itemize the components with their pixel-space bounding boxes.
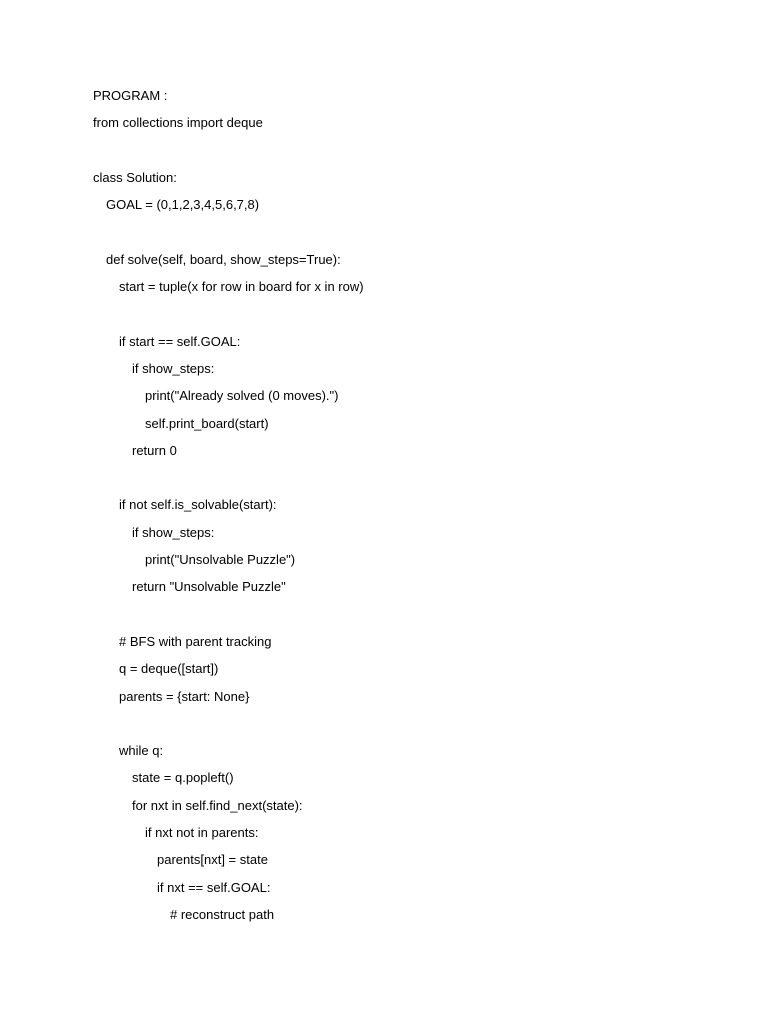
code-line: if nxt == self.GOAL: <box>157 879 271 895</box>
code-line: def solve(self, board, show_steps=True): <box>106 251 341 267</box>
code-line: if show_steps: <box>132 524 215 540</box>
blank-line <box>93 714 733 741</box>
code-line: if nxt not in parents: <box>145 825 259 841</box>
code-line: return "Unsolvable Puzzle" <box>132 579 286 595</box>
blank-line <box>93 468 733 495</box>
code-line: parents[nxt] = state <box>157 852 268 868</box>
code-line: # BFS with parent tracking <box>119 633 272 649</box>
code-line: from collections import deque <box>93 115 263 131</box>
code-line: if start == self.GOAL: <box>119 333 241 349</box>
blank-line <box>93 304 733 331</box>
code-line: self.print_board(start) <box>145 415 269 431</box>
code-line: q = deque([start]) <box>119 661 219 677</box>
code-line: GOAL = (0,1,2,3,4,5,6,7,8) <box>106 197 260 213</box>
code-line: if not self.is_solvable(start): <box>119 497 277 513</box>
program-heading: PROGRAM : <box>93 88 168 103</box>
blank-line <box>93 222 733 249</box>
code-line: print("Already solved (0 moves).") <box>145 388 339 404</box>
code-line: class Solution: <box>93 169 177 185</box>
code-line: # reconstruct path <box>170 906 275 922</box>
code-line: if show_steps: <box>132 360 215 376</box>
document-body <box>93 86 733 932</box>
code-line: print("Unsolvable Puzzle") <box>145 552 296 568</box>
code-line: while q: <box>119 743 164 759</box>
code-line: start = tuple(x for row in board for x in row) <box>119 279 364 295</box>
code-line: return 0 <box>132 442 177 458</box>
code-line: parents = {start: None} <box>119 688 250 704</box>
code-line: for nxt in self.find_next(state): <box>132 797 303 813</box>
blank-line <box>93 605 733 632</box>
code-line: state = q.popleft() <box>132 770 234 786</box>
blank-line <box>93 141 733 168</box>
